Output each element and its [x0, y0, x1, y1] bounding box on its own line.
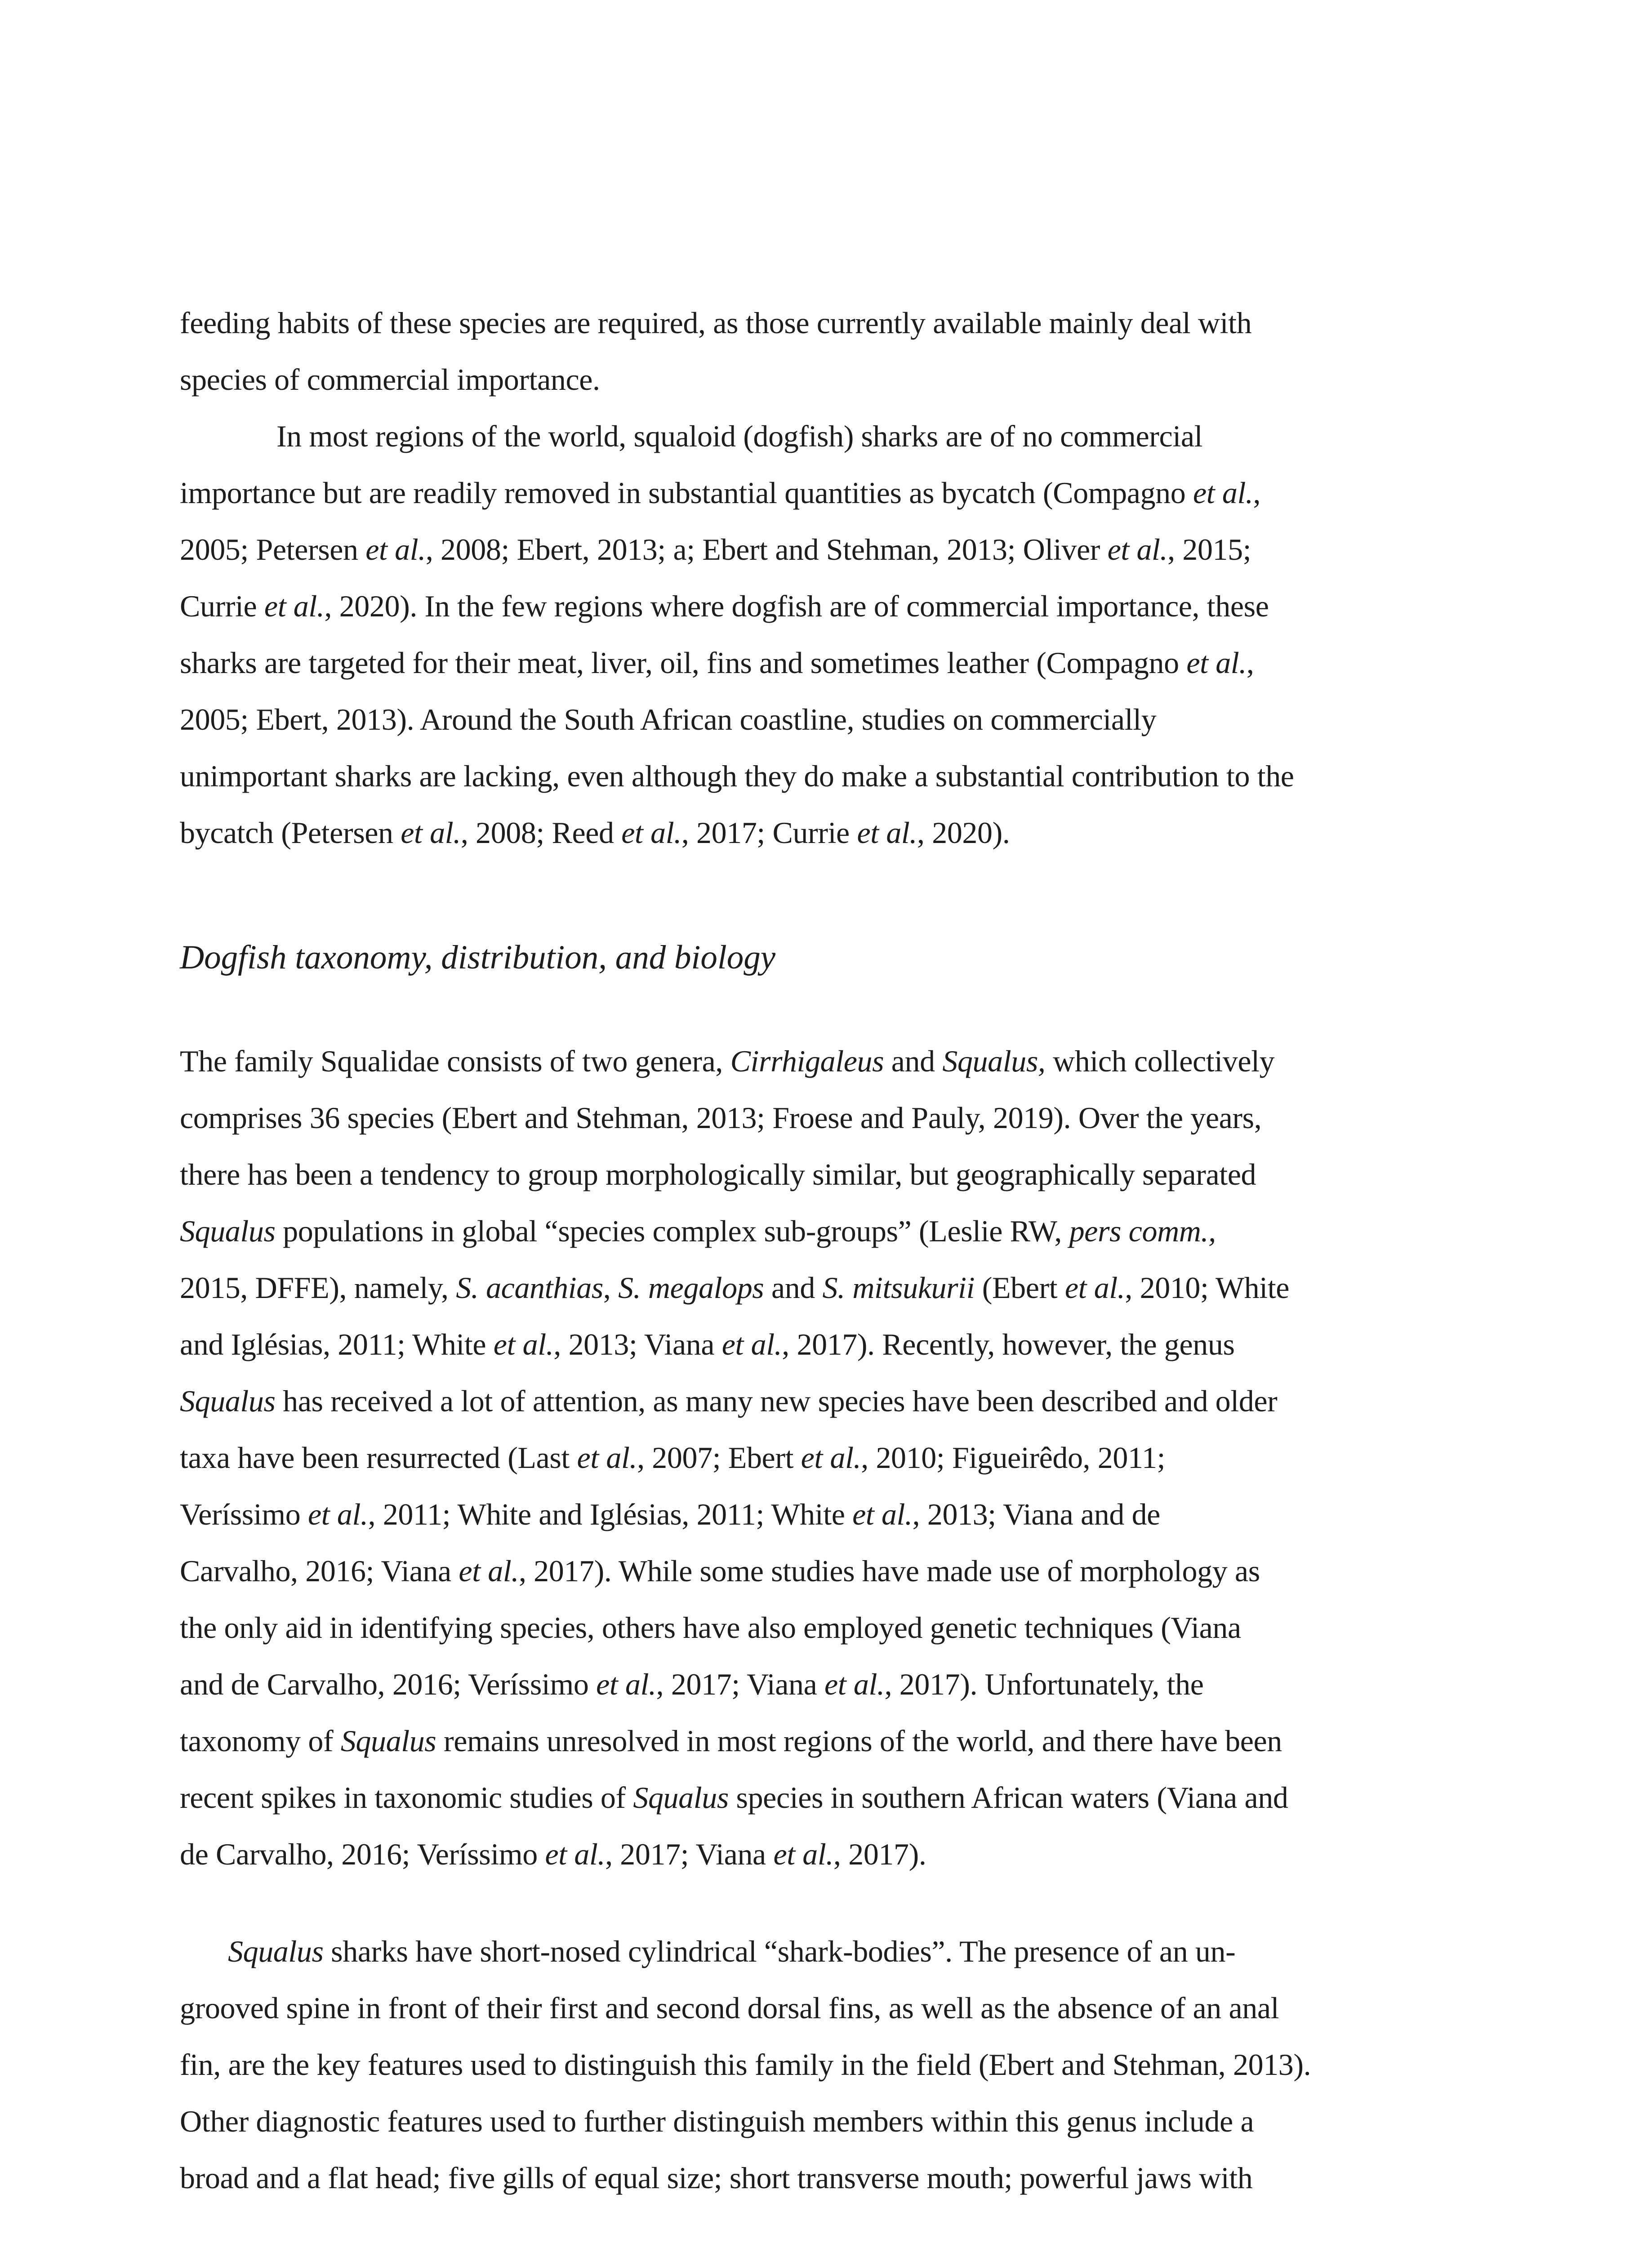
- paragraph: [180, 1033, 1409, 1882]
- paragraph-squaloid-bycatch: [180, 408, 1409, 861]
- italic-text: et al.: [857, 816, 917, 850]
- italic-text: et al.: [621, 816, 681, 850]
- section-heading: Dogfish taxonomy, distribution, and biology: [180, 939, 775, 976]
- italic-text: pers comm.,: [1069, 1214, 1216, 1248]
- italic-text: S. acanthias: [456, 1271, 603, 1305]
- italic-text: Squalus,: [942, 1044, 1046, 1078]
- text-line: Other diagnostic features used to further distinguish members within this genus include a: [180, 2104, 1254, 2138]
- text-line: taxonomy of Squalus remains unresolved in most regions of the world, and there have been: [180, 1724, 1282, 1758]
- paragraph-continuation: [180, 294, 1409, 408]
- text-line: de Carvalho, 2016; Veríssimo et al., 2017; Viana et al., 2017).: [180, 1837, 926, 1871]
- text-line: 2005; Ebert, 2013). Around the South African coastline, studies on commercially: [180, 702, 1157, 736]
- text-line: Carvalho, 2016; Viana et al., 2017). While some studies have made use of morphology as: [180, 1554, 1260, 1588]
- text-line: broad and a flat head; five gills of equal size; short transverse mouth; powerful jaws with: [180, 2161, 1253, 2195]
- text-line: fin, are the key features used to distinguish this family in the field (Ebert and Stehman, 2013).: [180, 2047, 1311, 2082]
- italic-text: S. mitsukurii: [822, 1271, 975, 1305]
- italic-text: et al.: [773, 1837, 834, 1871]
- paragraph: [180, 1923, 1409, 2206]
- italic-text: et al.: [365, 532, 426, 566]
- paragraph-squalus-features: [180, 1923, 1409, 2206]
- italic-text: et al.: [1186, 646, 1247, 680]
- italic-text: et al.: [459, 1554, 519, 1588]
- text-line: feeding habits of these species are required, as those currently available mainly deal with: [180, 306, 1252, 340]
- italic-text: et al.: [801, 1441, 861, 1475]
- text-line: and de Carvalho, 2016; Veríssimo et al., 2017; Viana et al., 2017). Unfortunately, the: [180, 1667, 1204, 1701]
- text-line: importance but are readily removed in substantial quantities as bycatch (Compagno et al.,: [180, 476, 1261, 510]
- italic-text: et al.: [401, 816, 461, 850]
- italic-text: et al.: [596, 1667, 656, 1701]
- paragraph: [180, 294, 1409, 408]
- text-line: sharks are targeted for their meat, liver, oil, fins and sometimes leather (Compagno et al.,: [180, 646, 1254, 680]
- italic-text: et al.: [308, 1497, 368, 1531]
- text-line: recent spikes in taxonomic studies of Squalus species in southern African waters (Viana and: [180, 1780, 1288, 1815]
- italic-text: et al.: [577, 1441, 637, 1475]
- paragraph: [180, 408, 1409, 861]
- text-line: bycatch (Petersen et al., 2008; Reed et al., 2017; Currie et al., 2020).: [180, 816, 1010, 850]
- italic-text: et al.: [493, 1327, 554, 1361]
- italic-text: et al.: [1064, 1271, 1125, 1305]
- italic-text: Squalus: [340, 1724, 436, 1758]
- text-line: The family Squalidae consists of two genera, Cirrhigaleus and Squalus, which collectively: [180, 1044, 1275, 1078]
- italic-text: et al.: [824, 1667, 885, 1701]
- text-line: there has been a tendency to group morphologically similar, but geographically separated: [180, 1157, 1256, 1191]
- italic-text: S. megalops: [618, 1271, 764, 1305]
- paragraph-taxonomy: [180, 1033, 1409, 1882]
- italic-text: et al.: [852, 1497, 913, 1531]
- text-line: grooved spine in front of their first and second dorsal fins, as well as the absence of an anal: [180, 1991, 1279, 2025]
- text-line: species of commercial importance.: [180, 362, 600, 397]
- text-line: comprises 36 species (Ebert and Stehman, 2013; Froese and Pauly, 2019). Over the years,: [180, 1101, 1262, 1135]
- italic-text: et al.: [1193, 476, 1253, 510]
- text-line: Currie et al., 2020). In the few regions where dogfish are of commercial importance, these: [180, 589, 1269, 623]
- text-line: unimportant sharks are lacking, even although they do make a substantial contribution to the: [180, 759, 1294, 793]
- text-line: 2015, DFFE), namely, S. acanthias, S. megalops and S. mitsukurii (Ebert et al., 2010; White: [180, 1271, 1290, 1305]
- italic-text: Cirrhigaleus: [730, 1044, 884, 1078]
- italic-text: et al.: [1107, 532, 1168, 566]
- text-line: Squalus has received a lot of attention, as many new species have been described and older: [180, 1384, 1278, 1418]
- italic-text: Squalus: [180, 1214, 276, 1248]
- italic-text: Squalus: [633, 1780, 729, 1815]
- italic-text: Squalus: [180, 1384, 276, 1418]
- text-line: taxa have been resurrected (Last et al., 2007; Ebert et al., 2010; Figueirêdo, 2011;: [180, 1441, 1166, 1475]
- text-line: In most regions of the world, squaloid (dogfish) sharks are of no commercial: [276, 419, 1203, 453]
- text-line: and Iglésias, 2011; White et al., 2013; Viana et al., 2017). Recently, however, the genus: [180, 1327, 1235, 1361]
- italic-text: et al.: [721, 1327, 782, 1361]
- italic-text: et al.: [264, 589, 325, 623]
- italic-text: Squalus: [228, 1934, 324, 1968]
- text-line: the only aid in identifying species, others have also employed genetic techniques (Viana: [180, 1610, 1241, 1645]
- italic-text: et al.: [545, 1837, 606, 1871]
- text-line: Veríssimo et al., 2011; White and Iglésias, 2011; White et al., 2013; Viana and de: [180, 1497, 1160, 1531]
- text-line: Squalus populations in global “species complex sub-groups” (Leslie RW, pers comm.,: [180, 1214, 1216, 1248]
- text-line: 2005; Petersen et al., 2008; Ebert, 2013; a; Ebert and Stehman, 2013; Oliver et al., 2015;: [180, 532, 1251, 566]
- text-line: Squalus sharks have short-nosed cylindrical “shark-bodies”. The presence of an un-: [228, 1934, 1236, 1968]
